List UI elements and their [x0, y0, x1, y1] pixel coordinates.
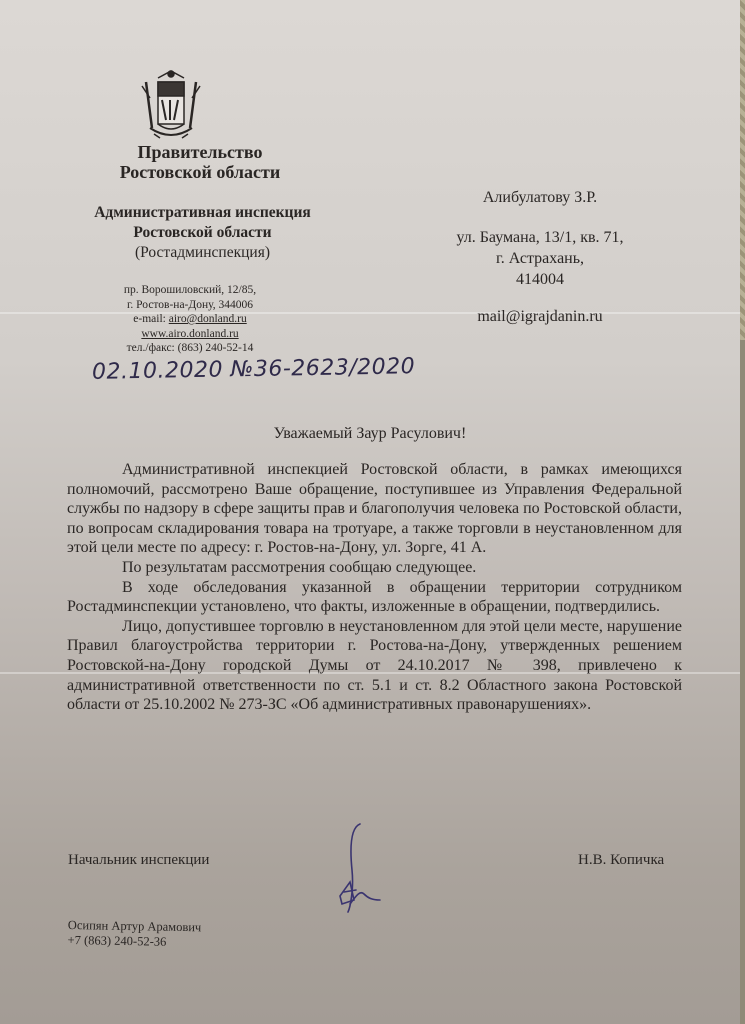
signature-icon — [320, 820, 410, 920]
executor-phone: +7 (863) 240-52-36 — [67, 932, 167, 949]
recipient-city: г. Астрахань, — [495, 250, 585, 267]
sender-contacts — [90, 283, 290, 356]
signer-position: Начальник инспекции — [68, 852, 210, 868]
body-paragraph: Лицо, допустившее торговлю в неустановленном для этой цели месте, нарушение Правил благоустройства территории г. Ростова-на-Дону, утвержденных решением Ростовской-на-Дону городской Думы от 24.10.2017 № 398, привлечено к административной ответственности по ст. 5.1 и ст. 8.2 Областного закона Ростовской области от 25.10.2002 № 273-ЗС «Об административных правонарушениях». — [67, 617, 682, 714]
executor-name: Осипян Артур Арамович — [67, 918, 202, 935]
body-paragraph: По результатам рассмотрения сообщаю следующее. — [122, 558, 477, 576]
sender-address-line2: г. Ростов-на-Дону, 344006 — [127, 298, 253, 311]
letter-body — [67, 460, 682, 715]
sender-email-row — [90, 312, 290, 327]
government-line2: Ростовской области — [119, 162, 281, 182]
handwritten-reference: 02.10.2020 №36-2623/2020 — [91, 354, 416, 385]
signer-name: Н.В. Копичка — [578, 852, 665, 868]
inspection-short-name: (Ростадминспекция) — [134, 244, 270, 261]
government-name — [90, 142, 310, 182]
inspection-line1: Административная инспекция — [94, 204, 311, 221]
inspection-name — [70, 203, 335, 243]
recipient-email: mail@igrajdanin.ru — [477, 308, 603, 325]
recipient-postcode: 414004 — [516, 271, 564, 288]
sender-phone: тел./факс: (863) 240-52-14 — [126, 342, 254, 354]
government-line1: Правительство — [137, 142, 263, 162]
coat-of-arms-icon — [138, 68, 204, 144]
greeting: Уважаемый Заур Расулович! — [273, 425, 467, 442]
body-paragraph: В ходе обследования указанной в обращении территории сотрудником Ростадминспекции установлено, что факты, изложенные в обращении, подтвердились. — [67, 578, 682, 616]
body-paragraph: Административной инспекцией Ростовской области, в рамках имеющихся полномочий, рассмотрено Ваше обращение, поступившее из Управления Федеральной службы по надзору в сфере защиты прав и благополучия человека по Ростовской области, по вопросам складирования товара на тротуаре, а также торговли в неустановленном для этой цели месте по адресу: г. Ростов-на-Дону, ул. Зорге, 41 А. — [67, 461, 682, 557]
recipient-street: ул. Баумана, 13/1, кв. 71, — [456, 229, 624, 246]
recipient-name: Алибулатову З.Р. — [482, 189, 598, 206]
executor-info — [67, 918, 201, 950]
sender-website-link[interactable]: www.airo.donland.ru — [141, 327, 239, 340]
sender-email-link[interactable]: airo@donland.ru — [168, 313, 247, 325]
sender-address-line1: пр. Ворошиловский, 12/85, — [123, 284, 257, 296]
recipient-block — [430, 187, 650, 290]
sender-email-label: e-mail: — [133, 313, 169, 325]
inspection-line2: Ростовской области — [133, 224, 272, 241]
